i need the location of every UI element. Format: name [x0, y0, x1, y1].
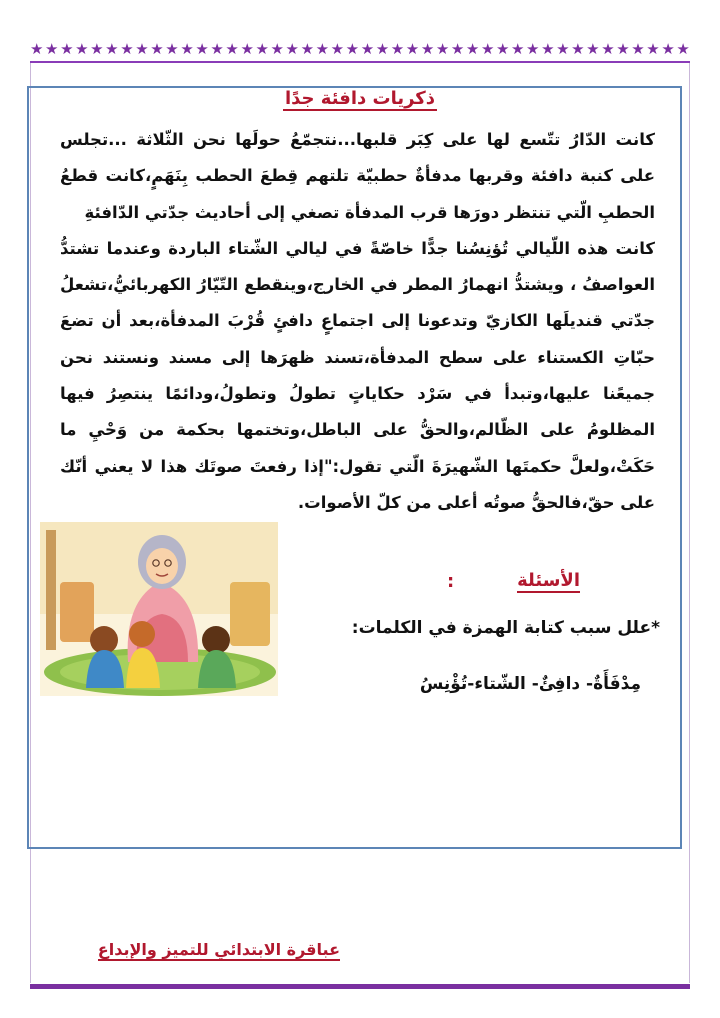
bottom-border-line: [30, 984, 690, 989]
question-1-words: مِدْفَأَةٌ- دافِئٌ- الشّتاء-تُؤْنِسُ: [419, 674, 641, 694]
star-icon: ★: [646, 39, 660, 58]
star-icon: ★: [345, 39, 360, 58]
top-border-line: [30, 61, 690, 63]
star-icon: ★: [586, 39, 600, 58]
story-text: [60, 122, 655, 521]
star-icon: ★: [75, 39, 89, 58]
star-icon: ★: [315, 39, 330, 58]
star-icon: ★: [375, 39, 390, 58]
star-icon: ★: [225, 39, 239, 58]
star-icon: ★: [571, 39, 585, 58]
star-icon: ★: [526, 39, 540, 58]
star-icon: ★: [631, 39, 645, 58]
star-border-decoration: [30, 37, 690, 61]
story-paragraph-2: كانت هذه اللّيالي تُؤنِسُنا جدًّا خاصّةً في ليالي الشّتاء الباردة وعندما تشتدُّ العواصفُ ، ويشتدُّ انهمارُ المطر في الخارج،وينقطع التّيّارُ الكهربائيُّ،تشعلُ جدّتي قنديلَها الكازيّ وتدعونا إلى اجتماعٍ دافئٍ قُرْبَ المدفأة،بعد أن تضعَ حبّاتِ الكستناء على سطح المدفأة،تسند ظهرَها إلى مسند ونستند نحن جميعًنا عليها،وتبدأ في سَرْد حكاياتٍ تطولُ وتطولُ،ودائمًا ينتصِرُ فيها المظلومُ على الظّالم،والحقُّ على الباطل،وتختمها بحكمة من وَحْيِ ما حَكَتْ،ولعلَّ حكمتَها الشّهيرَةَ الّتي تقول:"إذا رفعتَ صوتَك هذا لا يعني أنّك على حقّ،فالحقُّ صوتُه أعلى من كلّ الأصوات.: [60, 238, 655, 512]
star-icon: ★: [240, 39, 254, 58]
star-icon: ★: [541, 39, 555, 58]
star-icon: ★: [90, 39, 104, 58]
star-icon: ★: [255, 39, 269, 58]
question-1: *علل سبب كتابة الهمزة في الكلمات:: [351, 618, 660, 638]
star-icon: ★: [511, 39, 525, 58]
star-icon: ★: [405, 39, 420, 58]
star-icon: ★: [676, 39, 690, 58]
grandmother-storytelling-illustration: [40, 522, 278, 696]
star-icon: ★: [300, 39, 315, 58]
star-icon: ★: [45, 39, 59, 58]
star-icon: ★: [616, 39, 630, 58]
star-icon: ★: [480, 39, 495, 58]
star-icon: ★: [60, 39, 74, 58]
star-icon: ★: [556, 39, 570, 58]
star-icon: ★: [195, 39, 209, 58]
questions-heading-text: الأسئلة: [517, 570, 580, 591]
star-icon: ★: [285, 39, 299, 58]
star-icon: ★: [601, 39, 615, 58]
star-icon: ★: [420, 39, 435, 58]
star-icon: ★: [180, 39, 194, 58]
star-icon: ★: [435, 39, 450, 58]
star-icon: ★: [661, 39, 675, 58]
star-icon: ★: [150, 39, 164, 58]
star-icon: ★: [330, 39, 345, 58]
title-text: ذكريات دافئة جدًا: [284, 88, 436, 109]
star-icon: ★: [210, 39, 224, 58]
star-icon: ★: [30, 39, 44, 58]
star-icon: ★: [165, 39, 179, 58]
questions-heading: [440, 570, 580, 591]
star-icon: ★: [270, 39, 284, 58]
star-icon: ★: [120, 39, 134, 58]
star-icon: ★: [495, 39, 510, 58]
star-icon: ★: [360, 39, 375, 58]
footer-text: عباقرة الابتدائي للتميز والإبداع: [97, 940, 340, 959]
star-icon: ★: [135, 39, 149, 58]
footer-signature: [80, 940, 340, 959]
star-icon: ★: [450, 39, 465, 58]
star-icon: ★: [390, 39, 405, 58]
right-margin-line: [689, 63, 690, 983]
star-icon: ★: [465, 39, 480, 58]
page-title: [0, 88, 720, 109]
star-icon: ★: [105, 39, 119, 58]
story-paragraph-1: كانت الدّارُ تتّسع لها على كِبَر قلبها...نتجمّعُ حولَها نحن الثّلاثة ...تجلس على كنبة دافئة وقربها مدفأةٌ حطبيّة تلتهم قِطعَ الحطب بِنَهَمٍ،كانت قطعُ الحطبِ الّتي تنتظر دورَها قرب المدفأة تصغي إلى أحاديث جدّتي الدّافئةِ: [60, 130, 655, 222]
questions-colon: :: [447, 571, 455, 592]
